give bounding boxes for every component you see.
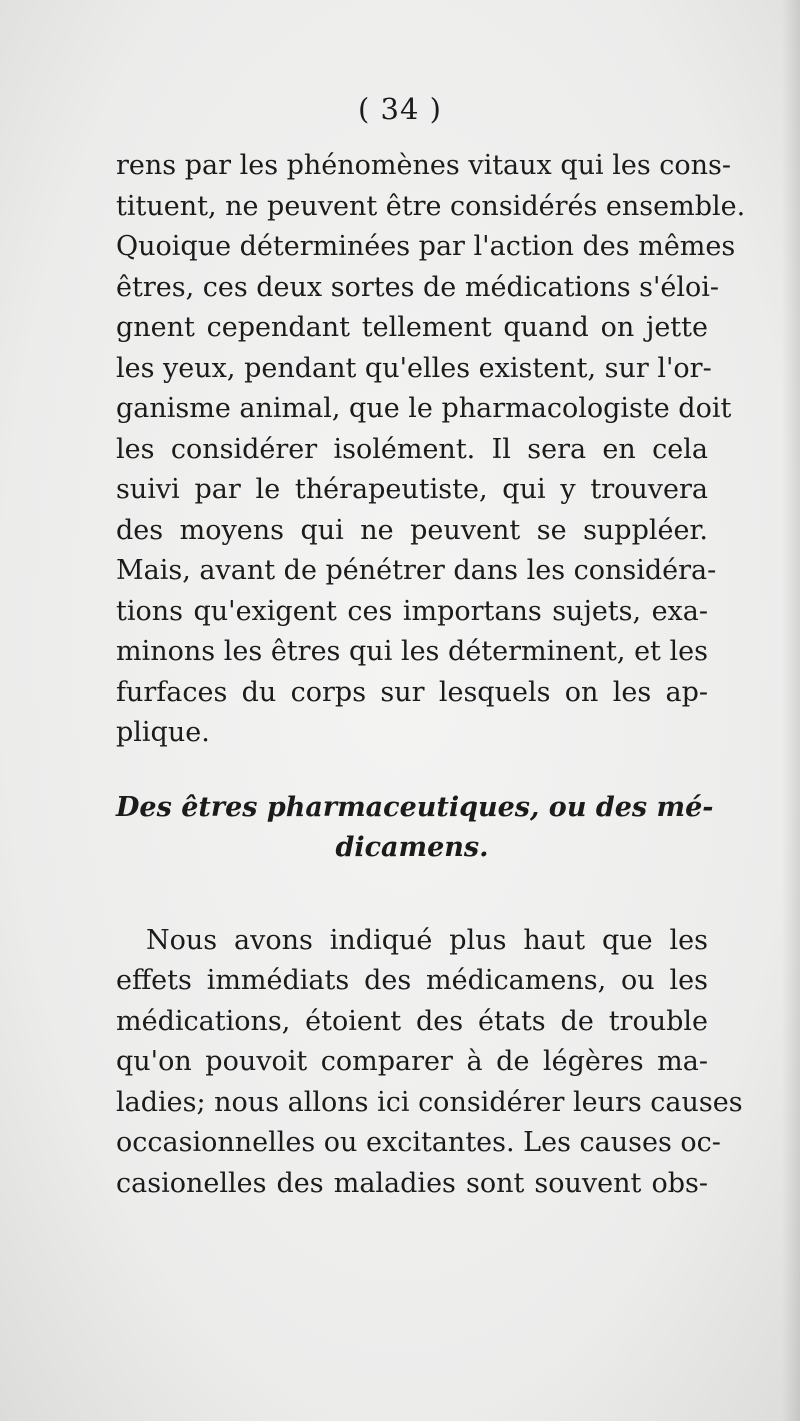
text-line: qu'on pouvoit comparer à de légères ma- bbox=[116, 1046, 708, 1077]
text-line: gnent cependant tellement quand on jette bbox=[116, 312, 708, 343]
text-line: tions qu'exigent ces importans sujets, exa- bbox=[116, 595, 708, 627]
text-line: Quoique déterminées par l'action des mêmes bbox=[116, 231, 736, 262]
text-line: minons les êtres qui les déterminent, et les bbox=[116, 636, 708, 667]
text-line: ganisme animal, que le pharmacologiste doit bbox=[116, 393, 732, 424]
text-line: êtres, ces deux sortes de médications s'éloi- bbox=[116, 271, 720, 303]
text-line: Mais, avant de pénétrer dans les considéra- bbox=[116, 555, 717, 586]
text-line: effets immédiats des médicamens, ou les bbox=[116, 965, 708, 996]
page-number: ( 34 ) bbox=[358, 92, 442, 126]
text-line: ladies; nous allons ici considérer leurs causes bbox=[116, 1086, 743, 1118]
paragraph-1 bbox=[116, 146, 746, 754]
text-line: suivi par le thérapeutiste, qui y trouvera bbox=[116, 474, 708, 505]
paragraph-2 bbox=[116, 921, 743, 1205]
text-line: les considérer isolément. Il sera en cela bbox=[116, 433, 708, 465]
section-heading bbox=[116, 788, 714, 869]
text-line: occasionnelles ou excitantes. Les causes oc- bbox=[116, 1127, 721, 1158]
text-line: des moyens qui ne peuvent se suppléer. bbox=[116, 514, 708, 546]
text-line: médications, étoient des états de trouble bbox=[116, 1005, 708, 1037]
page-edge-shadow bbox=[782, 0, 800, 1421]
text-line: tituent, ne peuvent être considérés ensemble. bbox=[116, 190, 746, 222]
text-line: rens par les phénomènes vitaux qui les cons- bbox=[116, 150, 732, 181]
text-block bbox=[116, 146, 746, 1204]
text-line: les yeux, pendant qu'elles existent, sur l'or- bbox=[116, 352, 712, 384]
text-line: plique. bbox=[116, 717, 210, 748]
text-line: Nous avons indiqué plus haut que les bbox=[146, 924, 708, 956]
heading-line: Des êtres pharmaceutiques, ou des mé- bbox=[116, 791, 714, 823]
text-line: casionelles des maladies sont souvent obs- bbox=[116, 1167, 708, 1199]
text-line: furfaces du corps sur lesquels on les ap- bbox=[116, 676, 708, 708]
heading-line: dicamens. bbox=[335, 832, 489, 863]
